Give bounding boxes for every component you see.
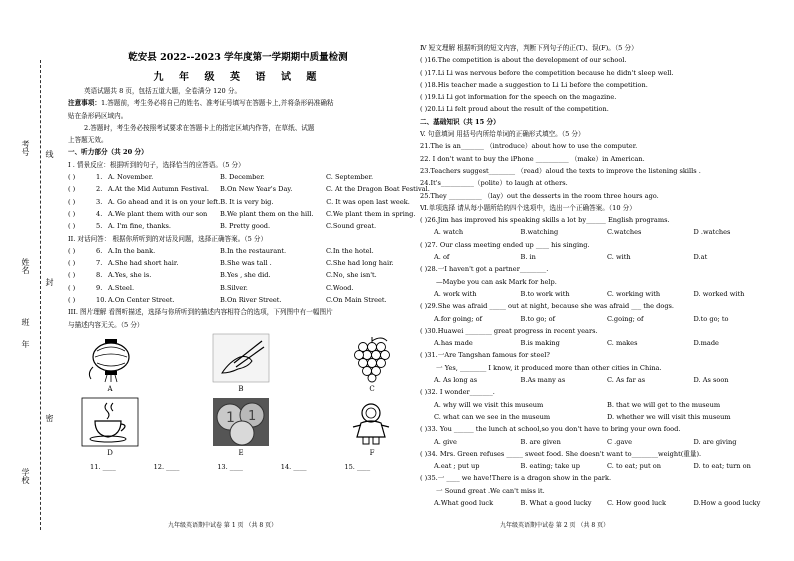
option-c[interactable]: C. As far as: [607, 376, 646, 385]
picture-label-c: C: [369, 384, 375, 393]
blank-15[interactable]: 15. ____: [344, 462, 371, 471]
answer-bracket[interactable]: ( ): [420, 80, 428, 89]
part5-heading: V. 句意填词 用括号内所给单词的正确形式填空。（5 分）: [420, 130, 585, 139]
answer-bracket[interactable]: ( ): [68, 271, 76, 280]
question-number: 2.: [96, 185, 103, 194]
option-c[interactable]: C. working with: [607, 289, 661, 298]
option-b[interactable]: B.She was tall .: [220, 259, 272, 268]
statement-row: [420, 67, 780, 79]
options-row: [420, 436, 780, 448]
option-a[interactable]: A. of: [434, 253, 450, 262]
label-xuexiao: 学校: [21, 468, 30, 484]
seal-line: [40, 60, 41, 530]
option-d[interactable]: D. whether we will visit this museum: [607, 412, 731, 421]
right-column: [420, 42, 780, 509]
option-c[interactable]: C.watches: [607, 228, 642, 237]
statement-row: [420, 79, 780, 91]
exam-title: 乾安县 2022--2023 学年度第一学期期中质量检测: [128, 52, 348, 63]
question-row: [68, 282, 408, 294]
option-b[interactable]: B.Silver.: [220, 283, 248, 292]
options-row: [420, 288, 780, 300]
part2-heading: II. 对话问答： 根据你所听到的对话及问题，选择正确答案。（5 分）: [68, 234, 268, 243]
option-b[interactable]: B. in: [520, 253, 536, 262]
picture-label-b: B: [238, 384, 244, 393]
question-stem: [420, 263, 780, 275]
pictures-row-2: [68, 395, 408, 459]
option-b[interactable]: B. It is very big.: [220, 197, 274, 206]
option-c[interactable]: C.On Main Street.: [326, 296, 387, 305]
option-a[interactable]: A.Yes, she is.: [108, 271, 152, 280]
option-a[interactable]: A. Go ahead and it is on your left.: [108, 197, 221, 206]
answer-bracket[interactable]: ( ): [420, 351, 428, 360]
option-b[interactable]: B.In the restaurant.: [220, 246, 287, 255]
part2-list: [68, 245, 408, 306]
answer-bracket[interactable]: ( ): [68, 185, 76, 194]
fill-blank-item[interactable]: 23.Teachers suggest________ （read）aloud the texts to improve the listening skills .: [420, 166, 701, 175]
option-d[interactable]: D. worked with: [693, 289, 745, 298]
statement-row: [420, 103, 780, 115]
question-stem: [420, 448, 780, 460]
option-c[interactable]: C .gave: [607, 437, 633, 446]
option-c[interactable]: C.going; of: [607, 314, 644, 323]
blank-14[interactable]: 14. ____: [280, 462, 307, 471]
question-number: 3.: [96, 197, 103, 206]
options-row: [420, 411, 780, 423]
answer-bracket[interactable]: ( ): [68, 259, 76, 268]
answer-bracket[interactable]: ( ): [420, 388, 428, 397]
statement-text: His teacher made a suggestion to Li Li before the competition.: [437, 80, 648, 89]
statement-number: 20.: [427, 105, 438, 114]
question-number: 5.: [96, 222, 103, 231]
question-row: [68, 245, 408, 257]
label-feng: 封: [45, 278, 54, 286]
statement-text: Li Li got information for the speech on the magazine.: [437, 93, 617, 102]
option-b[interactable]: B. eating; take up: [520, 462, 580, 471]
footer-right: 九年级英语期中试卷 第 2 页 （共 8 页）: [500, 522, 610, 529]
option-b[interactable]: B. December.: [220, 173, 265, 182]
binding-margin: [0, 0, 60, 561]
picture-label-d: D: [107, 448, 113, 457]
option-a[interactable]: A. give: [434, 437, 457, 446]
question-text: 32. I wonder_______.: [427, 388, 495, 397]
answer-bracket[interactable]: ( ): [68, 222, 76, 231]
option-a[interactable]: A.On Center Street.: [108, 296, 175, 305]
option-c[interactable]: C.She had long hair.: [326, 259, 394, 268]
statement-number: 19.: [427, 93, 438, 102]
picture-a: [80, 333, 140, 395]
question-stem: [420, 325, 780, 337]
option-c[interactable]: C. what can we see in the museum: [434, 412, 551, 421]
options-row: [420, 374, 780, 386]
question-row: [68, 171, 408, 183]
statement-number: 17.: [427, 68, 438, 77]
answer-bracket[interactable]: ( ): [420, 425, 428, 434]
svg-text:1: 1: [248, 408, 257, 424]
blank-13[interactable]: 13. ____: [217, 462, 243, 471]
picture-e: [211, 397, 271, 459]
option-b[interactable]: B.Yes , she did.: [220, 271, 271, 280]
question-number: 6.: [96, 246, 103, 255]
options-row: [420, 313, 780, 325]
part1-list: [68, 171, 430, 232]
option-a[interactable]: A. I'm fine, thanks.: [108, 222, 172, 231]
question-text: 26.Jim has improved his speaking skills a lot by______ English programs.: [427, 216, 670, 225]
part4-heading: Ⅳ 短文理解 根据听到的短文内容，判断下列句子的正(T)、误(F)。（5 分）: [420, 44, 638, 52]
dialogue-line: 一 Sound great .We can't miss it.: [436, 486, 545, 495]
picture-label-f: F: [369, 448, 375, 457]
answer-bracket[interactable]: ( ): [420, 216, 428, 225]
lantern-icon: [81, 333, 139, 383]
option-c[interactable]: C.Sound great.: [326, 222, 377, 231]
footer-left: 九年级英语期中试卷 第 1 页 （共 8 页）: [168, 522, 278, 529]
question-stem: [420, 423, 780, 435]
statement-text: The competition is about the development of our school.: [437, 56, 627, 65]
option-a[interactable]: A.At the Mid Autumn Festival.: [108, 185, 209, 194]
notice-1a: 1.答题前，考生务必将自己的姓名、准考证号填写在答题卡上,并将条形码准确粘: [100, 99, 334, 108]
part5-list: [420, 140, 780, 201]
question-stem: [420, 239, 780, 251]
picture-label-a: A: [107, 384, 113, 393]
option-d[interactable]: D.How a good lucky: [693, 498, 761, 507]
picture-label-e: E: [238, 448, 244, 457]
option-c[interactable]: C.No, she isn't.: [326, 271, 377, 280]
question-stem: [420, 472, 780, 484]
label-ban: 班: [21, 318, 30, 326]
option-a[interactable]: A.She had short hair.: [108, 259, 179, 268]
question-number: 10.: [96, 296, 107, 305]
notice-2b: 上答题无效。: [68, 136, 108, 145]
question-text: 31.一Are Tangshan famous for steel?: [427, 351, 550, 360]
picture-b: [211, 333, 271, 395]
statement-number: 16.: [427, 56, 438, 65]
option-a[interactable]: A. why will we visit this museum: [434, 400, 544, 409]
picture-c: [342, 333, 402, 395]
option-a[interactable]: A.for going; of: [434, 314, 483, 323]
options-row: [420, 226, 780, 238]
blank-11[interactable]: 11. ____: [90, 462, 116, 471]
dialogue-line: 一 Yes, ________ I know, it produced more than other cities in China.: [436, 363, 662, 372]
notice-2a: 2.答题时，考生务必按照考试要求在答题卡上的指定区域内作答，在草纸、试题: [84, 123, 315, 132]
option-b[interactable]: B. Pretty good.: [220, 222, 271, 231]
question-row: [68, 208, 416, 220]
answer-bracket[interactable]: ( ): [68, 173, 76, 182]
option-d[interactable]: D.at: [693, 253, 708, 262]
exam-subtitle: 九 年 级 英 语 试 题: [153, 72, 323, 83]
question-text: 28.一I haven't got a partner________.: [427, 265, 549, 274]
grapes-icon: [343, 333, 401, 383]
option-a[interactable]: A.What good luck: [434, 498, 494, 507]
option-d[interactable]: D. to eat; turn on: [693, 462, 751, 471]
option-c[interactable]: C.In the hotel.: [326, 246, 374, 255]
option-a[interactable]: A.In the bank.: [108, 246, 156, 255]
answer-bracket[interactable]: ( ): [68, 296, 76, 305]
option-b[interactable]: B.to work with: [520, 289, 570, 298]
answer-bracket[interactable]: ( ): [420, 93, 428, 102]
option-d[interactable]: D .watches: [693, 228, 731, 237]
answer-bracket[interactable]: ( ): [420, 265, 428, 274]
option-b[interactable]: B.On New Year's Day.: [220, 185, 293, 194]
blank-12[interactable]: 12. ____: [153, 462, 180, 471]
answer-bracket[interactable]: ( ): [420, 449, 428, 458]
option-a[interactable]: A.Steel.: [108, 283, 135, 292]
question-text: 27. Our class meeting ended up ____ his singing.: [427, 240, 590, 249]
question-number: 9.: [96, 283, 103, 292]
statement-text: Li Li felt proud about the result of the competition.: [437, 105, 609, 114]
astronaut-icon: [343, 397, 401, 447]
option-b[interactable]: B.to go; of: [520, 314, 556, 323]
question-stem: [420, 300, 780, 312]
label-mi: 密: [45, 414, 54, 422]
question-number: 1.: [96, 173, 103, 182]
question-number: 7.: [96, 259, 103, 268]
answer-bracket[interactable]: ( ): [420, 105, 428, 114]
answer-bracket[interactable]: ( ): [68, 209, 76, 218]
option-c[interactable]: C. How good luck: [607, 498, 666, 507]
pictures-row-1: [68, 331, 408, 395]
options-row: [420, 497, 780, 509]
options-row: [420, 337, 780, 349]
section2-heading: 二、基础知识（共 15 分）: [420, 117, 500, 126]
option-b[interactable]: B.On River Street.: [220, 296, 282, 305]
answer-bracket[interactable]: ( ): [420, 474, 428, 483]
question-stem: [420, 214, 780, 226]
notice-label: 注意事项：: [68, 99, 101, 108]
answer-bracket[interactable]: ( ): [68, 197, 76, 206]
fill-blank-item[interactable]: 24.It's__________（polite）to laugh at others.: [420, 179, 568, 188]
question-row: [68, 196, 408, 208]
teacup-icon: [81, 397, 139, 447]
answer-blanks: [68, 459, 408, 473]
option-c[interactable]: C.We plant them in spring.: [326, 209, 416, 218]
option-d[interactable]: D.made: [693, 339, 719, 348]
statement-number: 18.: [427, 80, 438, 89]
picture-f: [342, 397, 402, 459]
question-number: 4.: [96, 209, 103, 218]
chopsticks-hand-icon: [212, 333, 270, 383]
answer-bracket[interactable]: ( ): [420, 56, 428, 65]
option-b[interactable]: B.As many as: [520, 376, 566, 385]
option-a[interactable]: A.We plant them with our son: [108, 209, 208, 218]
option-b[interactable]: B. are given: [520, 437, 561, 446]
option-c[interactable]: C.Wood.: [326, 283, 354, 292]
label-xian: 线: [45, 150, 54, 158]
answer-bracket[interactable]: ( ): [420, 302, 428, 311]
option-c[interactable]: C. makes: [607, 339, 638, 348]
option-b[interactable]: B. that we will get to the museum: [607, 400, 721, 409]
svg-text:1: 1: [226, 409, 235, 426]
part3-heading-a: III. 图片理解 看图听描述，选择与你所听到的描述内容相符合的选项，下列图中有一幅图片: [68, 308, 333, 317]
fill-blank-item[interactable]: 21.The is an_______ （introduce）about how to use the computer.: [420, 142, 638, 151]
options-row: [420, 399, 780, 411]
question-text: 29.She was afraid _____ out at night, because she was afraid ___ the dogs.: [427, 302, 675, 311]
question-text: 35.一 ____ we have!There is a dragon show in the park.: [427, 474, 612, 483]
notice-1b: 贴在条形码区域内。: [68, 111, 128, 120]
option-a[interactable]: A.has made: [434, 339, 473, 348]
options-row: [420, 460, 780, 472]
answer-bracket[interactable]: ( ): [420, 240, 428, 249]
answer-bracket[interactable]: ( ): [68, 283, 76, 292]
question-row: [68, 220, 408, 232]
option-c[interactable]: C. with: [607, 253, 631, 262]
option-c[interactable]: C. to eat; put on: [607, 462, 661, 471]
label-nian: 年: [21, 340, 30, 348]
question-stem: [420, 349, 780, 361]
answer-bracket[interactable]: ( ): [420, 68, 428, 77]
part1-heading: Ⅰ . 情景反应：根据听到的句子，选择恰当的应答语。（5 分）: [68, 160, 245, 169]
question-stem: [420, 386, 780, 398]
option-a[interactable]: A. November.: [108, 173, 154, 182]
answer-bracket[interactable]: ( ): [68, 246, 76, 255]
option-c[interactable]: C. It was open last week.: [326, 197, 410, 206]
label-kaohao: 考号: [21, 140, 30, 156]
answer-bracket[interactable]: ( ): [420, 326, 428, 335]
option-a[interactable]: A.eat ; put up: [434, 462, 480, 471]
option-b[interactable]: B.watching: [520, 228, 559, 237]
question-text: 34. Mrs. Green refuses _____ sweet food. She doesn't want to________weight(重量).: [427, 449, 702, 458]
coins-icon: [212, 397, 270, 447]
exam-info: 英语试题共 8 页，包括五道大题，全卷满分 120 分。: [84, 87, 242, 95]
option-b[interactable]: B.We plant them on the hill.: [220, 209, 314, 218]
option-d[interactable]: D.to go; to: [693, 314, 729, 323]
question-row: [68, 269, 408, 281]
label-xingming: 姓名: [21, 258, 30, 274]
statement-row: [420, 91, 780, 103]
option-c[interactable]: C. At the Dragon Boat Festival.: [326, 185, 430, 194]
option-b[interactable]: B.is making: [520, 339, 560, 348]
part6-heading: Ⅵ.单项选择 请从每小题所给的四个选项中，选出一个正确答案。（10 分）: [420, 203, 636, 212]
question-row: [68, 183, 430, 195]
question-row: [68, 294, 408, 306]
options-row: [420, 251, 780, 263]
left-column: [68, 0, 430, 473]
part4-list: [420, 54, 780, 115]
option-c[interactable]: C. September.: [326, 173, 374, 182]
option-a[interactable]: A. watch: [434, 228, 464, 237]
question-number: 8.: [96, 271, 103, 280]
dialogue-line: —Maybe you can ask Mark for help.: [436, 277, 557, 286]
option-d[interactable]: D. As soon: [693, 376, 729, 385]
listening-heading: 一、听力部分（共 20 分）: [68, 148, 148, 157]
question-text: 30.Huawei ________ great progress in recent years.: [427, 326, 598, 335]
question-row: [68, 257, 408, 269]
part6-list: [420, 214, 780, 509]
statement-row: [420, 54, 780, 66]
part3-heading-b: 与描述内容无关。（5 分）: [68, 320, 144, 329]
picture-d: [80, 397, 140, 459]
option-b[interactable]: B. What a good lucky: [520, 498, 592, 507]
fill-blank-item[interactable]: 25.They __________ （lay）out the desserts in the room three hours ago.: [420, 191, 659, 200]
option-d[interactable]: D. are giving: [693, 437, 737, 446]
statement-text: Li Li was nervous before the competition because he didn't sleep well.: [437, 68, 674, 77]
fill-blank-item[interactable]: 22. I don't want to buy the iPhone __________ （make）in American.: [420, 154, 645, 163]
option-a[interactable]: A. As long as: [434, 376, 478, 385]
option-a[interactable]: A. work with: [434, 289, 477, 298]
question-text: 33. You ______ the lunch at school,so you don't have to bring your own food.: [427, 425, 681, 434]
